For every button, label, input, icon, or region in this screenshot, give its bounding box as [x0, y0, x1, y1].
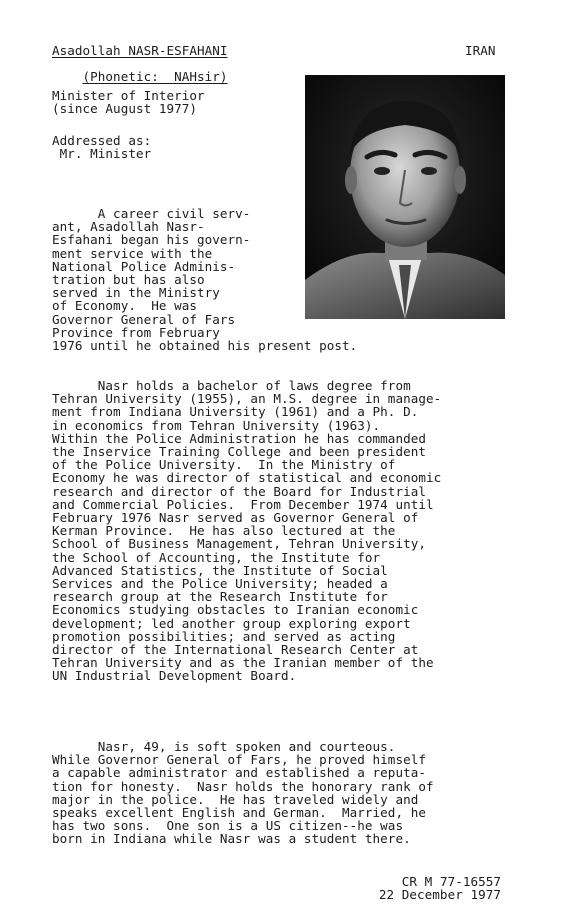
paragraph-2 [52, 379, 441, 683]
paragraph-line: served in the Ministry [52, 285, 220, 301]
paragraph-line: director of the International Research Center at [52, 642, 419, 658]
paragraph-line: Tehran University (1955), an M.S. degree in manage- [52, 391, 442, 407]
report-reference: CR M 77-16557 [401, 874, 501, 889]
paragraph-line: of the Police University. In the Ministry of [52, 457, 396, 473]
paragraph-line: development; led another group exploring export [52, 615, 411, 631]
paragraph-line: born in Indiana while Nasr was a student there. [52, 831, 411, 847]
paragraph-line: promotion possibilities; and served as acting [52, 628, 396, 644]
phonetic-text: (Phonetic: NAHsir) [82, 69, 228, 85]
paragraph-3 [52, 740, 434, 846]
country-label: IRAN [465, 43, 496, 58]
paragraph-line: a capable administrator and established a reputa- [52, 765, 426, 781]
position-since: (since August 1977) [52, 101, 198, 116]
paragraph-line: of Economy. He was [52, 298, 198, 314]
addressed-value: Mr. Minister [52, 146, 152, 161]
paragraph-line: the Inservice Training College and been president [52, 444, 426, 460]
paragraph-line: tion for honesty. Nasr holds the honorary rank of [52, 778, 434, 794]
paragraph-line: Kerman Province. He has also lectured at the [52, 523, 396, 539]
paragraph-line: Within the Police Administration he has commanded [52, 430, 426, 446]
paragraph-line: has two sons. One son is a US citizen--he was [52, 818, 404, 834]
paragraph-line: Advanced Statistics, the Institute of Social [52, 562, 388, 578]
paragraph-line: School of Business Management, Tehran University, [52, 536, 426, 552]
paragraph-line: ant, Asadollah Nasr- [52, 219, 205, 235]
paragraph-line: 1976 until he obtained his present post. [52, 338, 358, 354]
paragraph-line: the School of Accounting, the Institute for [52, 549, 381, 565]
paragraph-line: and Commercial Policies. From December 1974 until [52, 496, 434, 512]
addressed-label: Addressed as: [52, 133, 152, 148]
paragraph-line: Economy he was director of statistical and economic [52, 470, 442, 486]
paragraph-line: Esfahani began his govern- [52, 232, 251, 248]
paragraph-line: in economics from Tehran University (1963). [52, 417, 381, 433]
paragraph-line: research and director of the Board for Industrial [52, 483, 426, 499]
report-date: 22 December 1977 [378, 887, 501, 902]
paragraph-line: Services and the Police University; headed a [52, 576, 388, 592]
paragraph-line: Nasr, 49, is soft spoken and courteous. [52, 739, 396, 754]
paragraph-line: Province from February [52, 324, 220, 340]
paragraph-line: speaks excellent English and German. Married, he [52, 805, 426, 821]
paragraph-line: February 1976 Nasr served as Governor General of [52, 510, 419, 526]
paragraph-line: While Governor General of Fars, he proved himself [52, 752, 426, 768]
position-title: Minister of Interior [52, 88, 205, 103]
paragraph-line: tration but has also [52, 272, 205, 288]
subject-name: Asadollah NASR-ESFAHANI [52, 43, 228, 58]
paragraph-line: UN Industrial Development Board. [52, 668, 297, 684]
paragraph-line: major in the police. He has traveled widely and [52, 791, 419, 807]
paragraph-line: National Police Adminis- [52, 258, 236, 274]
paragraph-line: Nasr holds a bachelor of laws degree from [52, 378, 411, 393]
paragraph-line: A career civil serv- [52, 206, 251, 221]
paragraph-1 [52, 207, 357, 352]
paragraph-line: research group at the Research Institute for [52, 589, 388, 605]
paragraph-line: ment from Indiana University (1961) and a Ph. D. [52, 404, 419, 420]
paragraph-line: Economics studying obstacles to Iranian economic [52, 602, 419, 618]
paragraph-line: Governor General of Fars [52, 311, 236, 327]
paragraph-line: ment service with the [52, 245, 213, 261]
paragraph-line: Tehran University and as the Iranian member of the [52, 655, 434, 671]
